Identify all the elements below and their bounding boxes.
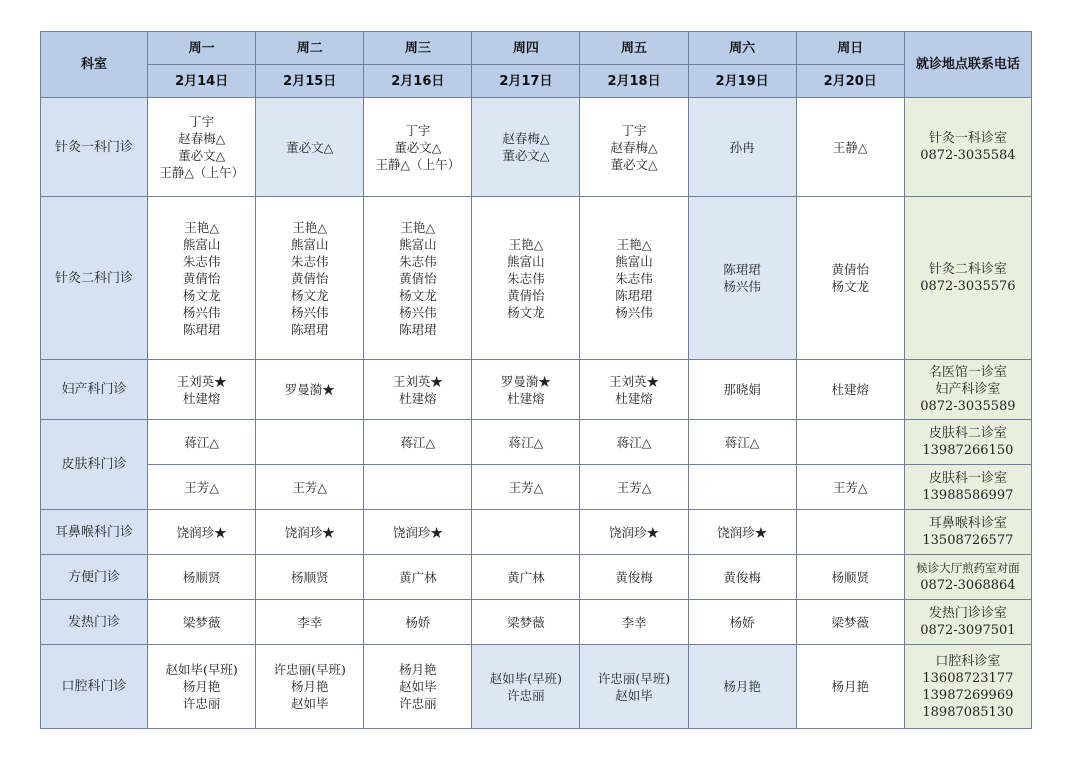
doctor-name: 许忠丽(早班): [273, 662, 346, 677]
department-name: 耳鼻喉科门诊: [41, 510, 148, 555]
duty-cell: [796, 360, 904, 420]
header-date: 2月15日: [256, 65, 364, 98]
doctor-name: 董必文△: [502, 148, 550, 163]
duty-cell: [148, 420, 256, 465]
header-date: 2月17日: [472, 65, 580, 98]
doctor-name: 朱志伟: [507, 270, 545, 286]
doctor-name: 杨文龙: [831, 279, 869, 294]
doctor-name: 杨月艳: [290, 679, 329, 694]
doctor-name: 熊富山: [290, 236, 329, 252]
doctor-name: 梁梦薇: [182, 614, 221, 630]
doctor-name: 李幸: [297, 614, 323, 630]
doctor-name: 朱志伟: [290, 253, 329, 269]
duty-cell: [472, 645, 580, 729]
doctor-name: 杨月艳: [182, 679, 221, 694]
doctor-name: 黄广林: [507, 569, 545, 585]
duty-cell: [796, 645, 904, 729]
clinic-location: 名医馆一诊室: [928, 365, 1007, 380]
doctor-name: 王静△: [832, 139, 868, 155]
doctor-name: 赵如毕(早班): [165, 662, 238, 677]
duty-cell: [796, 420, 904, 465]
doctor-name: 杨顺贤: [831, 569, 869, 585]
duty-cell: [688, 555, 796, 600]
duty-cell: [364, 600, 472, 645]
schedule-row: [41, 197, 1032, 360]
duty-cell: [796, 465, 904, 510]
doctor-name: 王艳△: [184, 219, 219, 235]
duty-cell: [256, 600, 364, 645]
doctor-name: 饶润珍★: [284, 524, 335, 540]
duty-cell: [472, 465, 580, 510]
duty-cell: [688, 420, 796, 465]
contact-cell: [904, 420, 1031, 465]
doctor-name: 黄倩怡: [507, 287, 545, 303]
duty-cell: [472, 420, 580, 465]
duty-cell: [256, 420, 364, 465]
header-weekday: 周二: [256, 32, 364, 65]
duty-cell: [688, 600, 796, 645]
clinic-location: 皮肤科一诊室: [928, 471, 1007, 486]
duty-cell: [688, 645, 796, 729]
doctor-name: 杜建熔: [831, 382, 869, 397]
duty-cell: [472, 197, 580, 360]
header-date: 2月16日: [364, 65, 472, 98]
header-dept: 科室: [41, 32, 148, 98]
doctor-name: 黄倩怡: [399, 270, 437, 286]
clinic-location: 口腔科诊室: [935, 653, 1001, 669]
doctor-name: 董必文△: [394, 139, 442, 155]
header-weekday: 周四: [472, 32, 580, 65]
schedule-row: [41, 555, 1032, 600]
doctor-name: 梁梦薇: [507, 614, 545, 630]
duty-cell: [364, 645, 472, 729]
doctor-name: 那晓娟: [723, 382, 761, 397]
duty-cell: [364, 420, 472, 465]
doctor-name: 王静△（上午）: [375, 156, 461, 172]
doctor-name: 王艳△: [292, 219, 328, 235]
doctor-name: 李幸: [621, 614, 647, 630]
doctor-name: 熊富山: [507, 253, 545, 269]
duty-cell: [580, 645, 688, 729]
contact-phone: 0872-3035589: [920, 399, 1016, 414]
doctor-name: 蒋江△: [724, 434, 760, 450]
duty-cell: [256, 360, 364, 420]
doctor-name: 王艳△: [400, 219, 436, 235]
doctor-name: 陈珺珺: [615, 287, 653, 303]
doctor-name: 杨顺贤: [290, 569, 329, 585]
doctor-name: 陈珺珺: [723, 262, 761, 277]
contact-cell: [904, 465, 1031, 510]
header-date: 2月18日: [580, 65, 688, 98]
doctor-name: 杨文龙: [290, 287, 329, 303]
schedule-row: [41, 510, 1032, 555]
duty-cell: [256, 645, 364, 729]
duty-cell: [148, 360, 256, 420]
department-name: 针灸二科门诊: [41, 197, 148, 360]
schedule-row: [41, 360, 1032, 420]
contact-phone: 0872-3068864: [920, 578, 1016, 593]
duty-cell: [688, 98, 796, 197]
duty-cell: [148, 465, 256, 510]
duty-cell: [580, 600, 688, 645]
duty-cell: [256, 465, 364, 510]
doctor-name: 王芳△: [832, 479, 868, 495]
duty-cell: [256, 98, 364, 197]
contact-cell: [904, 98, 1031, 197]
doctor-name: 许忠丽: [182, 696, 221, 711]
doctor-name: 朱志伟: [182, 253, 221, 269]
duty-cell: [580, 197, 688, 360]
duty-cell: [148, 510, 256, 555]
doctor-name: 王芳△: [292, 479, 328, 495]
doctor-name: 罗曼漪★: [500, 373, 551, 389]
schedule-container: [40, 31, 1032, 729]
duty-cell: [472, 600, 580, 645]
doctor-name: 杜建熔: [615, 390, 653, 406]
duty-cell: [472, 98, 580, 197]
doctor-name: 黄倩怡: [290, 270, 329, 286]
clinic-location: 耳鼻喉科诊室: [928, 516, 1007, 531]
doctor-name: 董必文△: [286, 139, 334, 155]
duty-cell: [796, 197, 904, 360]
header-weekday: 周日: [796, 32, 904, 65]
clinic-location: 针灸一科诊室: [928, 131, 1007, 146]
doctor-name: 陈珺珺: [399, 321, 437, 337]
doctor-name: 杨兴伟: [615, 304, 653, 320]
doctor-name: 蒋江△: [184, 434, 219, 450]
doctor-name: 王刘英★: [176, 373, 227, 389]
doctor-name: 赵如毕: [290, 696, 329, 711]
doctor-name: 饶润珍★: [609, 524, 660, 540]
doctor-name: 杨文龙: [182, 287, 221, 303]
duty-cell: [148, 600, 256, 645]
duty-cell: [148, 645, 256, 729]
contact-phone: 妇产科诊室: [935, 382, 1001, 397]
duty-cell: [580, 420, 688, 465]
doctor-name: 赵如毕: [615, 687, 653, 703]
doctor-name: 饶润珍★: [392, 524, 443, 540]
schedule-row: [41, 465, 1032, 510]
contact-phone: 13608723177: [922, 670, 1014, 686]
doctor-name: 丁宇: [405, 122, 431, 138]
doctor-name: 蒋江△: [616, 434, 652, 450]
doctor-name: 杨兴伟: [290, 304, 329, 320]
doctor-name: 饶润珍★: [176, 524, 227, 540]
duty-cell: [580, 555, 688, 600]
doctor-name: 王艳△: [616, 236, 652, 252]
contact-cell: [904, 197, 1031, 360]
doctor-name: 蒋江△: [400, 434, 436, 450]
doctor-name: 黄广林: [399, 569, 437, 585]
duty-cell: [364, 98, 472, 197]
contact-phone: 0872-3035576: [920, 279, 1016, 294]
doctor-name: 杨兴伟: [182, 304, 221, 320]
duty-cell: [796, 98, 904, 197]
header-contact: 就诊地点联系电话: [904, 32, 1031, 98]
header-date: 2月19日: [688, 65, 796, 98]
duty-cell: [688, 197, 796, 360]
doctor-name: 王艳△: [508, 236, 544, 252]
duty-cell: [364, 555, 472, 600]
contact-cell: [904, 600, 1031, 645]
duty-cell: [472, 555, 580, 600]
doctor-name: 许忠丽: [399, 696, 437, 711]
duty-cell: [688, 510, 796, 555]
duty-cell: [148, 555, 256, 600]
header-weekday: 周三: [364, 32, 472, 65]
duty-cell: [364, 197, 472, 360]
duty-cell: [472, 510, 580, 555]
duty-cell: [688, 465, 796, 510]
department-name: 针灸一科门诊: [41, 98, 148, 197]
department-name: 发热门诊: [41, 600, 148, 645]
clinic-location: 针灸二科诊室: [928, 262, 1007, 277]
department-name: 皮肤科门诊: [41, 420, 148, 510]
schedule-row: [41, 645, 1032, 729]
doctor-name: 黄俊梅: [615, 569, 653, 585]
doctor-name: 董必文△: [178, 148, 226, 163]
doctor-name: 丁宇: [189, 114, 215, 129]
doctor-name: 杨月艳: [723, 679, 761, 694]
doctor-name: 熊富山: [615, 253, 653, 269]
doctor-name: 朱志伟: [399, 253, 437, 269]
department-name: 方便门诊: [41, 555, 148, 600]
doctor-name: 饶润珍★: [717, 524, 768, 540]
doctor-name: 赵春梅△: [502, 131, 550, 146]
duty-cell: [148, 98, 256, 197]
doctor-name: 杜建熔: [507, 390, 545, 406]
schedule-body: [41, 98, 1032, 729]
contact-phone: 0872-3097501: [920, 623, 1016, 638]
doctor-name: 王芳△: [508, 479, 544, 495]
header-weekday: 周六: [688, 32, 796, 65]
contact-phone: 13987269969: [922, 687, 1014, 703]
doctor-name: 蒋江△: [508, 434, 544, 450]
doctor-name: 黄倩怡: [182, 270, 221, 286]
doctor-name: 杜建熔: [399, 390, 437, 406]
doctor-name: 陈珺珺: [290, 321, 329, 337]
duty-cell: [256, 555, 364, 600]
schedule-row: [41, 420, 1032, 465]
doctor-name: 杨兴伟: [723, 279, 761, 294]
doctor-name: 丁宇: [621, 122, 647, 138]
doctor-name: 王刘英★: [609, 373, 660, 389]
header-date: 2月20日: [796, 65, 904, 98]
doctor-name: 许忠丽: [507, 687, 545, 703]
contact-phone: 0872-3035584: [920, 148, 1016, 163]
doctor-name: 杨文龙: [507, 304, 545, 320]
duty-cell: [796, 600, 904, 645]
doctor-name: 王芳△: [616, 479, 652, 495]
contact-phone: 13508726577: [922, 533, 1014, 548]
clinic-location: 发热门诊诊室: [928, 606, 1007, 621]
duty-cell: [256, 510, 364, 555]
duty-cell: [580, 510, 688, 555]
duty-cell: [472, 360, 580, 420]
doctor-name: 赵春梅△: [610, 139, 658, 155]
doctor-name: 赵如毕(早班): [489, 670, 563, 686]
doctor-name: 梁梦薇: [831, 614, 869, 630]
doctor-name: 熊富山: [182, 236, 221, 252]
doctor-name: 王刘英★: [392, 373, 443, 389]
clinic-location: 皮肤科二诊室: [928, 426, 1007, 441]
duty-cell: [364, 465, 472, 510]
doctor-name: 许忠丽(早班): [597, 670, 671, 686]
schedule-row: [41, 98, 1032, 197]
doctor-name: 陈珺珺: [182, 321, 221, 337]
duty-cell: [580, 360, 688, 420]
doctor-name: 杨娇: [729, 614, 755, 630]
schedule-row: [41, 600, 1032, 645]
contact-phone: 13987266150: [922, 443, 1014, 458]
doctor-name: 杨文龙: [399, 287, 437, 303]
contact-cell: [904, 645, 1031, 729]
doctor-name: 黄俊梅: [723, 569, 761, 585]
clinic-location: 候诊大厅煎药室对面: [916, 561, 1020, 575]
doctor-name: 杨顺贤: [182, 569, 221, 585]
duty-cell: [364, 360, 472, 420]
contact-cell: [904, 510, 1031, 555]
doctor-name: 杨兴伟: [399, 304, 437, 320]
duty-cell: [364, 510, 472, 555]
header-weekday: 周五: [580, 32, 688, 65]
doctor-name: 熊富山: [399, 236, 437, 252]
doctor-name: 赵春梅△: [178, 131, 226, 146]
doctor-name: 孙冉: [729, 139, 755, 155]
doctor-name: 王芳△: [184, 479, 219, 495]
department-name: 口腔科门诊: [41, 645, 148, 729]
header-weekday: 周一: [148, 32, 256, 65]
schedule-table: [40, 31, 1032, 729]
header-date: 2月14日: [148, 65, 256, 98]
doctor-name: 董必文△: [610, 156, 658, 172]
contact-cell: [904, 360, 1031, 420]
contact-phone: 18987085130: [922, 704, 1014, 720]
doctor-name: 杨月艳: [399, 662, 437, 677]
department-name: 妇产科门诊: [41, 360, 148, 420]
contact-phone: 13988586997: [922, 488, 1014, 503]
duty-cell: [688, 360, 796, 420]
doctor-name: 罗曼漪★: [284, 382, 335, 397]
doctor-name: 朱志伟: [615, 270, 653, 286]
contact-cell: [904, 555, 1031, 600]
duty-cell: [796, 555, 904, 600]
doctor-name: 杨娇: [405, 614, 431, 630]
doctor-name: 杨月艳: [831, 679, 869, 694]
doctor-name: 杜建熔: [182, 390, 221, 406]
duty-cell: [796, 510, 904, 555]
duty-cell: [580, 98, 688, 197]
doctor-name: 赵如毕: [399, 679, 437, 694]
duty-cell: [580, 465, 688, 510]
duty-cell: [256, 197, 364, 360]
duty-cell: [148, 197, 256, 360]
doctor-name: 黄倩怡: [831, 262, 869, 277]
doctor-name: 王静△（上午）: [159, 165, 244, 180]
